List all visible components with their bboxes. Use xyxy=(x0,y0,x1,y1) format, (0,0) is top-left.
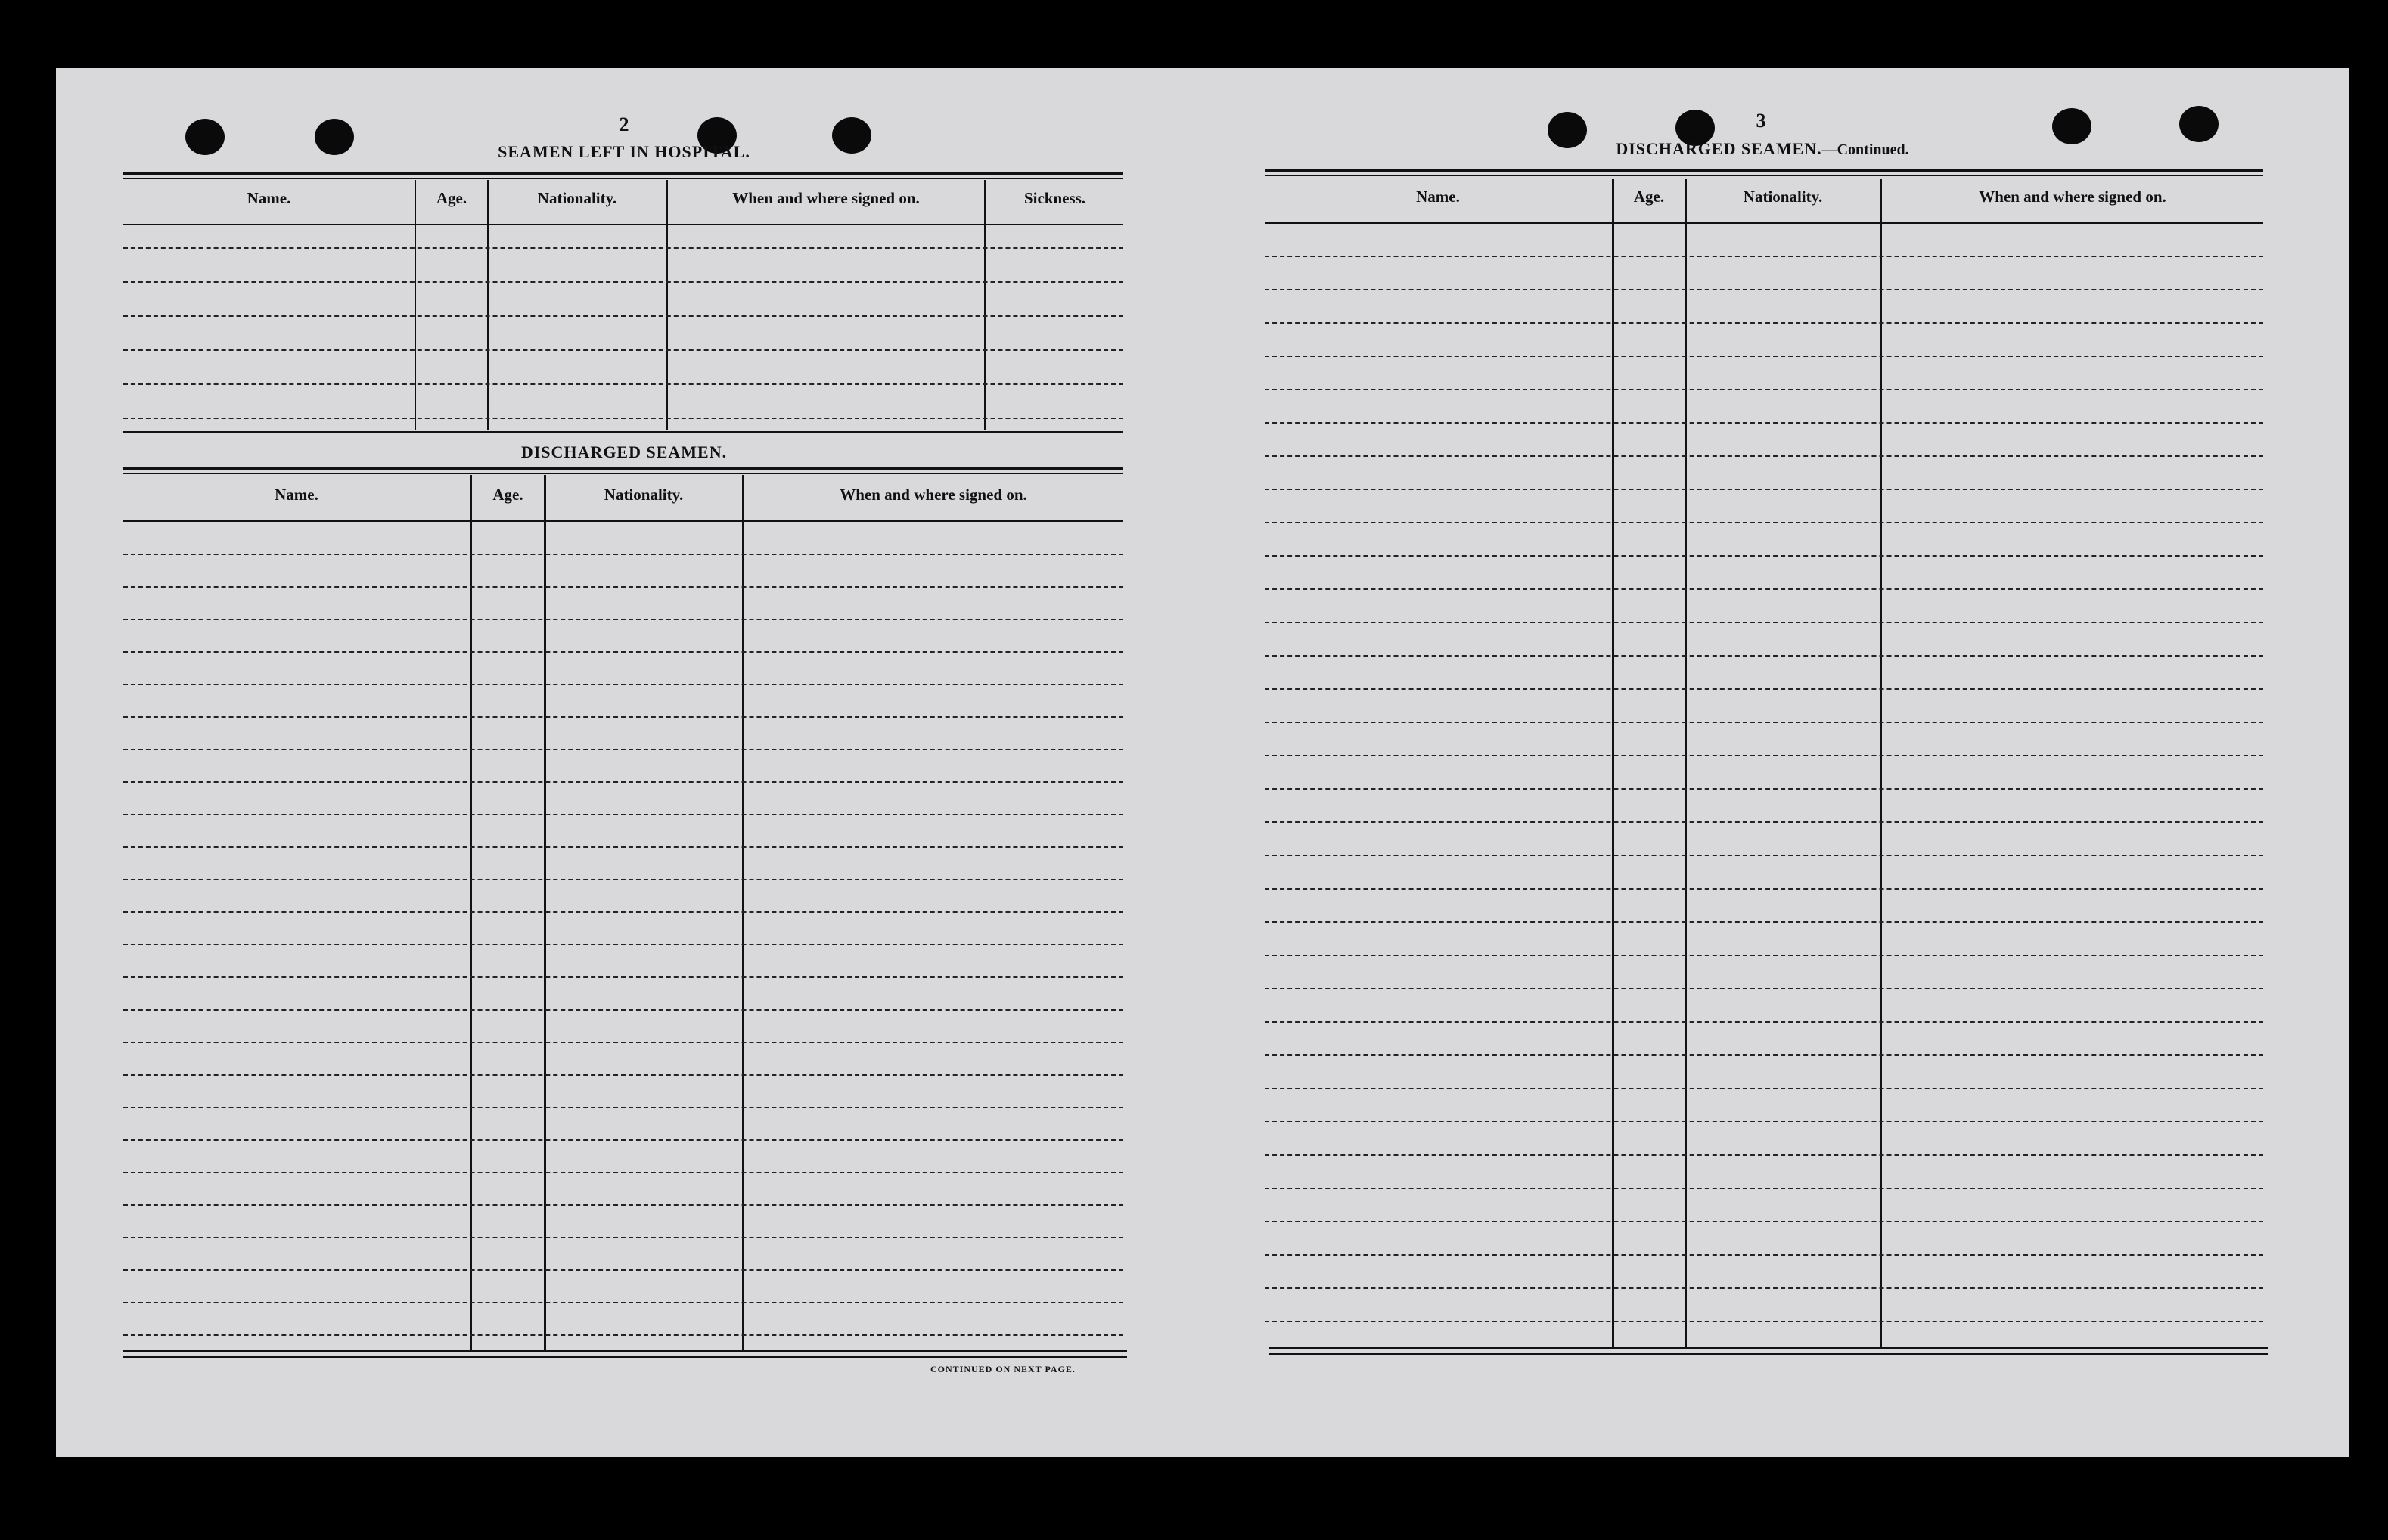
discharged-entry-line xyxy=(123,684,1123,685)
left-page-number: 2 xyxy=(619,113,629,135)
right-entry-line xyxy=(1265,821,2263,823)
punch-hole-7 xyxy=(2052,108,2091,144)
right-entry-line xyxy=(1265,1188,2263,1189)
scanned-form-page xyxy=(56,68,2349,1457)
discharged-entry-line xyxy=(123,1009,1123,1011)
right-entry-line xyxy=(1265,888,2263,890)
right-entry-line xyxy=(1265,256,2263,257)
right-bottom-rule xyxy=(1269,1347,2268,1349)
right-entry-line xyxy=(1265,422,2263,424)
right-section-title-main: DISCHARGED SEAMEN. xyxy=(1616,139,1822,158)
discharged-bottom-rule xyxy=(123,1350,1127,1352)
right-col-divider-3 xyxy=(1880,179,1882,1349)
discharged-entry-line xyxy=(123,1042,1123,1043)
right-entry-line xyxy=(1265,322,2263,324)
discharged-entry-line xyxy=(123,1269,1123,1271)
right-entry-line xyxy=(1265,855,2263,856)
hospital-col-divider-1 xyxy=(415,180,416,430)
right-entry-line xyxy=(1265,1287,2263,1289)
right-entry-line xyxy=(1265,289,2263,290)
discharged-entry-line xyxy=(123,944,1123,945)
hospital-section-title: SEAMEN LEFT IN HOSPITAL. xyxy=(498,142,750,161)
discharged-entry-line xyxy=(123,554,1123,555)
hospital-col-divider-3 xyxy=(666,180,668,430)
right-col-name: Name. xyxy=(1416,188,1460,206)
discharged-entry-line xyxy=(123,1172,1123,1173)
right-entry-line xyxy=(1265,988,2263,989)
discharged-entry-line xyxy=(123,814,1123,815)
right-entry-line xyxy=(1265,1221,2263,1222)
right-entry-line xyxy=(1265,921,2263,923)
discharged-bottom-rule-2 xyxy=(123,1356,1127,1358)
discharged-col-divider-2 xyxy=(544,475,546,1351)
hospital-bottom-rule xyxy=(123,431,1123,433)
discharged-entry-line xyxy=(123,1237,1123,1238)
right-entry-line xyxy=(1265,1121,2263,1122)
right-entry-line xyxy=(1265,622,2263,623)
hospital-col-divider-2 xyxy=(487,180,489,430)
right-entry-line xyxy=(1265,688,2263,690)
discharged-col-name: Name. xyxy=(275,486,318,504)
hospital-top-rule-2 xyxy=(123,178,1123,179)
right-entry-line xyxy=(1265,356,2263,357)
right-entry-line xyxy=(1265,788,2263,790)
right-entry-line xyxy=(1265,722,2263,723)
discharged-col-divider-3 xyxy=(742,475,744,1351)
right-entry-line xyxy=(1265,1154,2263,1156)
discharged-entry-line xyxy=(123,651,1123,653)
hospital-entry-line xyxy=(123,383,1123,385)
hospital-col-nationality: Nationality. xyxy=(537,189,617,207)
hospital-col-sickness: Sickness. xyxy=(1023,189,1086,207)
discharged-top-rule-2 xyxy=(123,473,1123,474)
right-section-title xyxy=(1558,139,1967,159)
discharged-entry-line xyxy=(123,846,1123,848)
hospital-col-age: Age. xyxy=(436,189,467,207)
discharged-entry-line xyxy=(123,1139,1123,1141)
discharged-entry-line xyxy=(123,1107,1123,1108)
discharged-col-age: Age. xyxy=(492,486,523,504)
discharged-entry-line xyxy=(123,1074,1123,1076)
discharged-entry-line xyxy=(123,1302,1123,1303)
right-entry-line xyxy=(1265,755,2263,756)
right-entry-line xyxy=(1265,588,2263,590)
hospital-col-divider-4 xyxy=(984,180,986,430)
right-entry-line xyxy=(1265,489,2263,490)
right-top-rule xyxy=(1265,169,2263,172)
right-col-divider-2 xyxy=(1685,179,1687,1349)
right-entry-line xyxy=(1265,655,2263,657)
right-entry-line xyxy=(1265,955,2263,956)
hospital-header-rule xyxy=(123,224,1123,225)
right-col-divider-1 xyxy=(1612,179,1614,1349)
punch-hole-2 xyxy=(315,119,354,155)
discharged-entry-line xyxy=(123,749,1123,750)
hospital-col-name: Name. xyxy=(247,189,291,207)
discharged-entry-line xyxy=(123,911,1123,913)
discharged-entry-line xyxy=(123,619,1123,620)
discharged-entry-line xyxy=(123,716,1123,718)
discharged-col-nationality: Nationality. xyxy=(604,486,684,504)
right-top-rule-2 xyxy=(1265,175,2263,176)
discharged-entry-line xyxy=(123,879,1123,880)
discharged-header-rule xyxy=(123,520,1123,522)
discharged-col-divider-1 xyxy=(470,475,472,1351)
right-entry-line xyxy=(1265,1254,2263,1256)
right-page-number: 3 xyxy=(1756,110,1766,132)
hospital-entry-line xyxy=(123,281,1123,283)
right-entry-line xyxy=(1265,1088,2263,1089)
discharged-entry-line xyxy=(123,1334,1123,1336)
discharged-entry-line xyxy=(123,781,1123,783)
hospital-entry-line xyxy=(123,315,1123,317)
right-entry-line xyxy=(1265,389,2263,390)
hospital-entry-line xyxy=(123,418,1123,419)
punch-hole-8 xyxy=(2179,106,2219,142)
right-bottom-rule-2 xyxy=(1269,1353,2268,1355)
right-entry-line xyxy=(1265,522,2263,523)
right-col-signed-on: When and where signed on. xyxy=(1979,188,2166,206)
discharged-col-signed-on: When and where signed on. xyxy=(840,486,1027,504)
punch-hole-1 xyxy=(185,119,225,155)
right-entry-line xyxy=(1265,555,2263,557)
discharged-entry-line xyxy=(123,976,1123,978)
discharged-top-rule xyxy=(123,467,1123,470)
hospital-entry-line xyxy=(123,349,1123,351)
hospital-col-signed-on: When and where signed on. xyxy=(732,189,920,207)
right-header-rule xyxy=(1265,222,2263,224)
discharged-entry-line xyxy=(123,586,1123,588)
discharged-section-title: DISCHARGED SEAMEN. xyxy=(520,442,728,461)
right-section-title-continued: —Continued. xyxy=(1821,141,1909,158)
continued-footer: CONTINUED ON NEXT PAGE. xyxy=(930,1364,1076,1374)
discharged-entry-line xyxy=(123,1204,1123,1206)
right-entry-line xyxy=(1265,1021,2263,1023)
hospital-entry-line xyxy=(123,247,1123,249)
right-entry-line xyxy=(1265,1321,2263,1322)
right-entry-line xyxy=(1265,455,2263,457)
right-col-age: Age. xyxy=(1633,188,1665,206)
hospital-top-rule xyxy=(123,172,1123,175)
right-col-nationality: Nationality. xyxy=(1743,188,1823,206)
right-entry-line xyxy=(1265,1054,2263,1056)
